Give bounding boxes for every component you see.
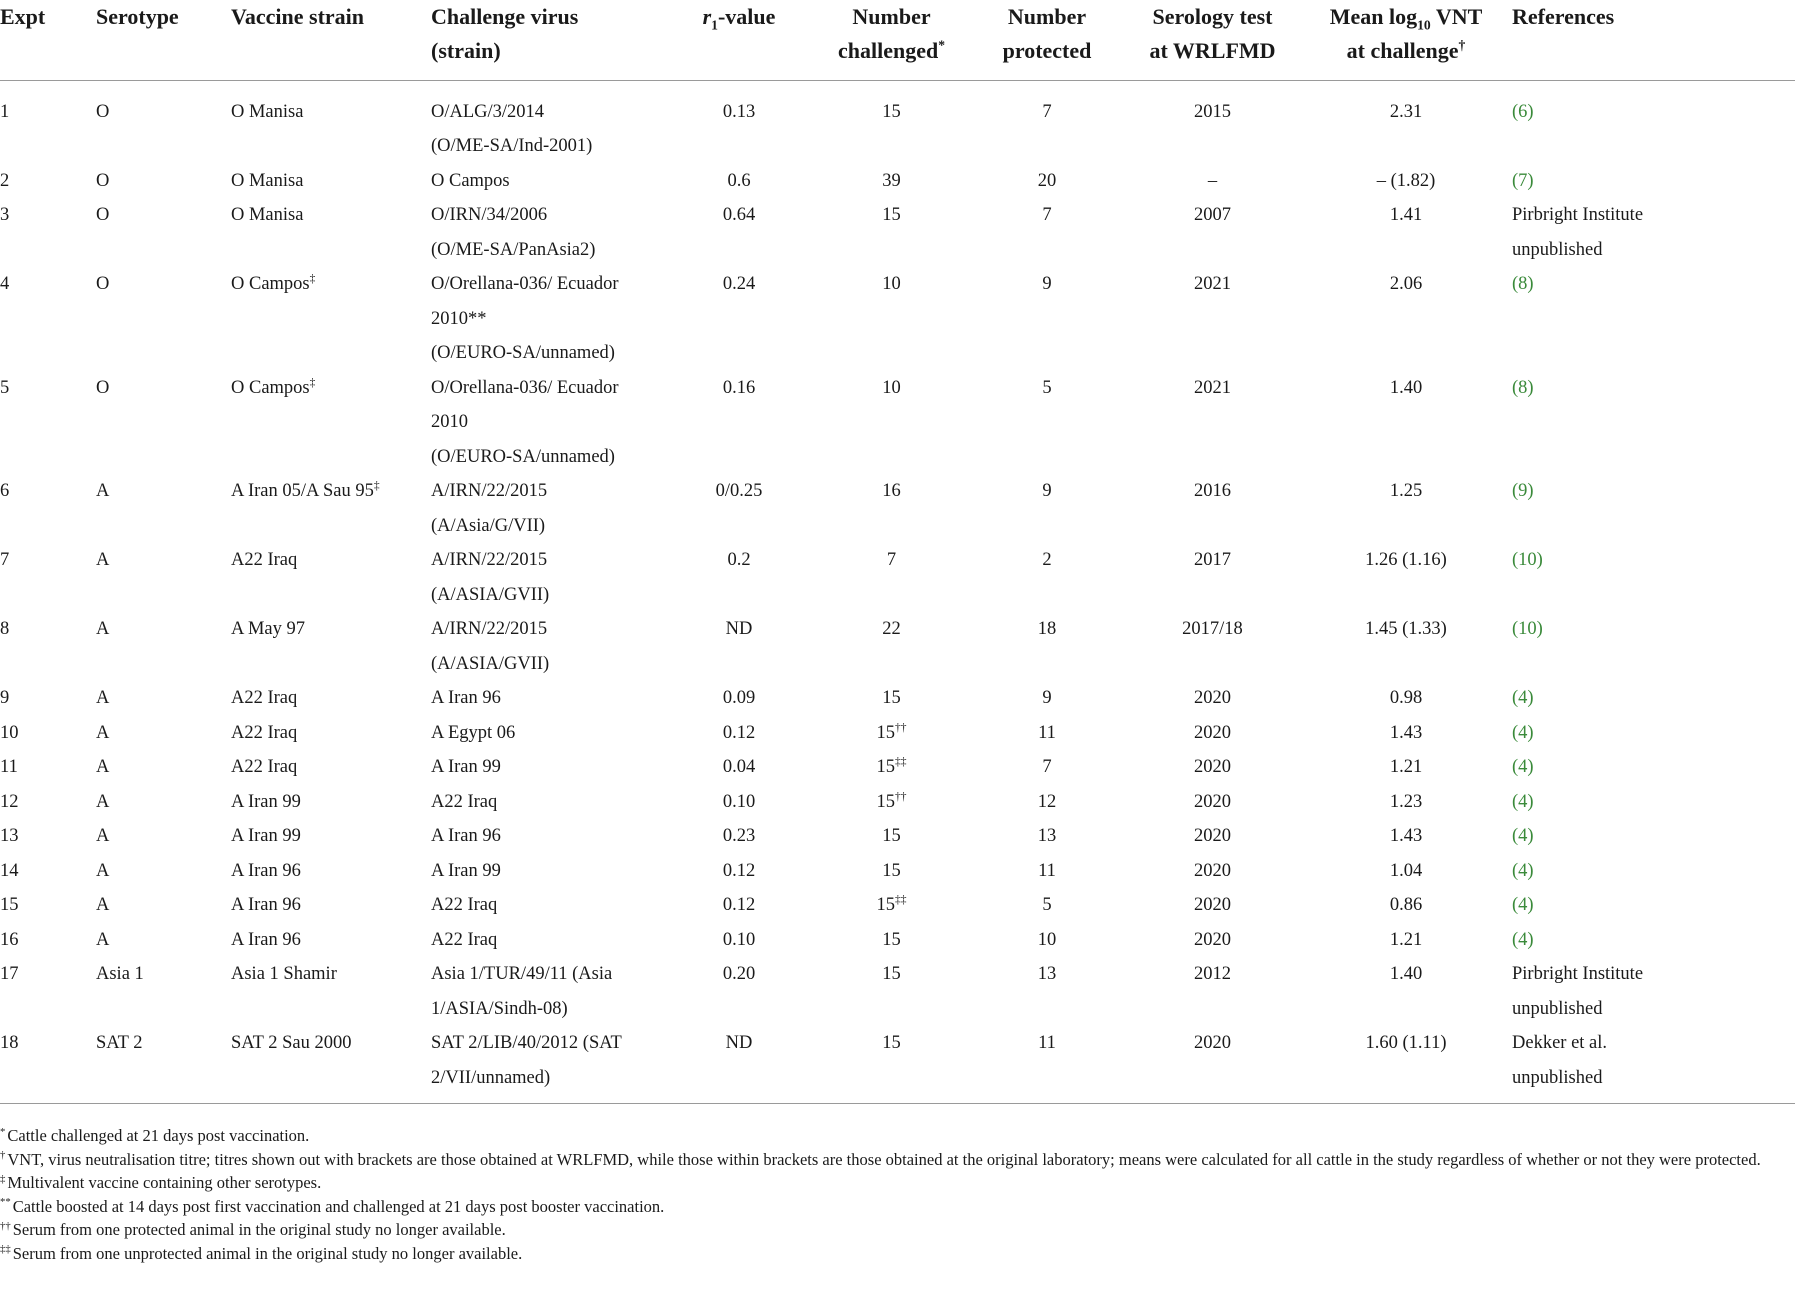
cell-vaccine-strain: A22 Iraq bbox=[231, 757, 298, 777]
cell-serotype: SAT 2 bbox=[96, 1033, 143, 1053]
reference-link: (4) bbox=[1512, 895, 1534, 915]
cell-number-protected: 11 bbox=[1038, 722, 1056, 743]
cell-challenge-virus: A Iran 99 bbox=[431, 860, 501, 881]
cell-vaccine-strain: O Campos‡ bbox=[231, 272, 316, 294]
cell-serotype: O bbox=[96, 377, 110, 398]
cell-number-protected: 13 bbox=[1037, 964, 1057, 984]
cell-expt: 2 bbox=[0, 170, 10, 191]
reference-link: (8) bbox=[1512, 274, 1534, 294]
cell-number-protected: 12 bbox=[1037, 791, 1057, 812]
cell-reference[interactable] bbox=[1512, 681, 1795, 716]
table-row bbox=[0, 198, 1795, 267]
cell-reference[interactable] bbox=[1512, 267, 1795, 371]
cell-challenge-virus: A Iran 96 bbox=[431, 688, 501, 708]
cell-mean-vnt: 1.21 bbox=[1389, 757, 1423, 777]
header-references: References bbox=[1512, 4, 1615, 29]
cell-number-challenged: 15‡‡ bbox=[876, 755, 907, 777]
cell-reference[interactable] bbox=[1512, 750, 1795, 785]
cell-reference[interactable] bbox=[1512, 474, 1795, 543]
cell-vaccine-strain: O Manisa bbox=[231, 170, 304, 191]
cell-challenge-virus: A22 Iraq bbox=[431, 929, 498, 950]
cell-expt: 17 bbox=[0, 964, 19, 984]
cell-serology-test: 2020 bbox=[1194, 688, 1231, 708]
cell-mean-vnt: 2.06 bbox=[1389, 274, 1423, 294]
reference-link: (4) bbox=[1512, 860, 1534, 881]
cell-number-protected: 10 bbox=[1037, 929, 1057, 950]
table-row bbox=[0, 888, 1795, 923]
table-row bbox=[0, 681, 1795, 716]
cell-serology-test: 2021 bbox=[1194, 274, 1231, 294]
cell-challenge-virus: O/ALG/3/2014 (O/ME-SA/Ind-2001) bbox=[431, 101, 593, 156]
cell-expt: 7 bbox=[0, 550, 10, 570]
cell-serology-test: – bbox=[1207, 170, 1218, 191]
cell-reference[interactable] bbox=[1512, 716, 1795, 751]
table-row bbox=[0, 1026, 1795, 1104]
cell-serotype: A bbox=[96, 550, 110, 570]
table-row bbox=[0, 267, 1795, 371]
cell-serotype: A bbox=[96, 895, 110, 915]
cell-serotype: O bbox=[96, 274, 110, 294]
cell-r1-value: ND bbox=[725, 1033, 753, 1053]
cell-serology-test: 2016 bbox=[1194, 481, 1231, 501]
table-row bbox=[0, 750, 1795, 785]
cell-vaccine-strain: O Manisa bbox=[231, 101, 304, 122]
cell-challenge-virus: A22 Iraq bbox=[431, 791, 498, 812]
cell-r1-value: ND bbox=[725, 619, 753, 639]
cell-reference[interactable] bbox=[1512, 80, 1795, 164]
cell-vaccine-strain: SAT 2 Sau 2000 bbox=[231, 1033, 352, 1053]
cell-number-protected: 9 bbox=[1042, 688, 1052, 708]
reference-link: (4) bbox=[1512, 722, 1534, 743]
cell-r1-value: 0.12 bbox=[722, 895, 756, 915]
cell-mean-vnt: – (1.82) bbox=[1376, 170, 1436, 191]
cell-number-protected: 9 bbox=[1042, 274, 1052, 294]
table-row bbox=[0, 80, 1795, 164]
cell-serology-test: 2020 bbox=[1194, 1033, 1231, 1053]
cell-reference[interactable] bbox=[1512, 819, 1795, 854]
cell-expt: 8 bbox=[0, 619, 10, 639]
reference-link: (4) bbox=[1512, 826, 1534, 846]
table-row bbox=[0, 474, 1795, 543]
cell-serotype: A bbox=[96, 826, 110, 846]
cell-reference[interactable] bbox=[1512, 923, 1795, 958]
cell-reference[interactable] bbox=[1512, 371, 1795, 475]
cell-serology-test: 2015 bbox=[1194, 101, 1231, 122]
cell-serotype: A bbox=[96, 722, 110, 743]
cell-serotype: A bbox=[96, 929, 110, 950]
cell-serology-test: 2007 bbox=[1194, 205, 1231, 225]
header-r1-value: $r_1$-value bbox=[702, 4, 776, 33]
cell-serology-test: 2020 bbox=[1194, 929, 1231, 950]
cell-number-challenged: 22 bbox=[882, 619, 901, 639]
cell-mean-vnt: 0.98 bbox=[1389, 688, 1423, 708]
cell-challenge-virus: A/IRN/22/2015 (A/ASIA/GVII) bbox=[431, 550, 550, 605]
cell-number-challenged: 15 bbox=[882, 205, 901, 225]
cell-r1-value: 0.12 bbox=[722, 722, 756, 743]
cell-serology-test: 2020 bbox=[1194, 757, 1231, 777]
reference-link: (7) bbox=[1512, 170, 1534, 191]
cell-mean-vnt: 1.04 bbox=[1389, 860, 1423, 881]
header-challenge-virus: Challenge virus (strain) bbox=[431, 4, 579, 63]
table-row bbox=[0, 854, 1795, 889]
header-serotype: Serotype bbox=[96, 4, 179, 29]
reference-link: (10) bbox=[1512, 619, 1543, 639]
cell-vaccine-strain: A Iran 96 bbox=[231, 860, 301, 881]
table-row bbox=[0, 716, 1795, 751]
cell-expt: 13 bbox=[0, 826, 19, 846]
reference-link: (6) bbox=[1512, 101, 1534, 122]
cell-mean-vnt: 1.60 (1.11) bbox=[1365, 1033, 1447, 1053]
cell-number-protected: 7 bbox=[1042, 101, 1052, 122]
cell-vaccine-strain: A Iran 99 bbox=[231, 826, 301, 846]
cell-challenge-virus: A22 Iraq bbox=[431, 895, 498, 915]
cell-reference[interactable] bbox=[1512, 164, 1795, 199]
cell-mean-vnt: 0.86 bbox=[1389, 895, 1423, 915]
cell-r1-value: 0.24 bbox=[722, 274, 756, 294]
cell-reference[interactable] bbox=[1512, 543, 1795, 612]
cell-number-protected: 11 bbox=[1038, 860, 1056, 881]
cell-vaccine-strain: A Iran 99 bbox=[231, 791, 301, 812]
cell-serotype: A bbox=[96, 481, 110, 501]
table-row bbox=[0, 957, 1795, 1026]
cell-expt: 4 bbox=[0, 274, 10, 294]
cell-mean-vnt: 1.40 bbox=[1389, 964, 1423, 984]
cell-vaccine-strain: A Iran 05/A Sau 95‡ bbox=[231, 479, 380, 501]
cell-mean-vnt: 1.40 bbox=[1389, 377, 1423, 398]
header-mean-vnt: Mean $\log_{10}$ VNT at challenge† bbox=[1329, 4, 1483, 63]
cell-number-challenged: 39 bbox=[882, 170, 901, 191]
cell-vaccine-strain: A22 Iraq bbox=[231, 550, 298, 570]
cell-mean-vnt: 1.43 bbox=[1389, 722, 1423, 743]
cell-number-protected: 11 bbox=[1038, 1033, 1056, 1053]
cell-number-challenged: 7 bbox=[886, 550, 897, 570]
cell-reference[interactable] bbox=[1512, 888, 1795, 923]
cell-r1-value: 0.64 bbox=[722, 205, 756, 225]
footnotes bbox=[0, 1125, 1795, 1266]
cell-mean-vnt: 1.23 bbox=[1389, 791, 1423, 812]
cell-number-challenged: 15 bbox=[882, 860, 901, 881]
cell-serotype: A bbox=[96, 791, 110, 812]
cell-reference[interactable] bbox=[1512, 785, 1795, 820]
header-number-protected: Number protected bbox=[1002, 4, 1092, 63]
cell-serology-test: 2020 bbox=[1194, 895, 1231, 915]
cell-expt: 12 bbox=[0, 791, 19, 812]
reference-link: (4) bbox=[1512, 929, 1534, 950]
cell-serology-test: 2012 bbox=[1194, 964, 1231, 984]
cell-r1-value: 0.10 bbox=[722, 929, 756, 950]
cell-number-challenged: 10 bbox=[882, 274, 901, 294]
cell-number-protected: 5 bbox=[1042, 895, 1052, 915]
cell-number-protected: 7 bbox=[1042, 757, 1052, 777]
cell-challenge-virus: O Campos bbox=[431, 170, 510, 191]
header-serology-test: Serology test at WRLFMD bbox=[1149, 4, 1276, 63]
cell-reference: Pirbright Institute unpublished bbox=[1512, 205, 1644, 260]
cell-r1-value: 0.2 bbox=[727, 550, 751, 570]
header-vaccine-strain: Vaccine strain bbox=[231, 4, 365, 29]
cell-number-challenged: 15 bbox=[882, 1033, 901, 1053]
cell-serotype: O bbox=[96, 170, 110, 191]
cell-number-challenged: 16 bbox=[882, 481, 901, 501]
footnote: ‡‡ Serum from one unprotected animal in the original study no longer available. bbox=[0, 1243, 523, 1263]
cell-expt: 16 bbox=[0, 929, 19, 950]
cell-number-challenged: 15 bbox=[882, 964, 901, 984]
reference-link: (4) bbox=[1512, 791, 1534, 812]
cell-number-protected: 5 bbox=[1042, 377, 1052, 398]
cell-r1-value: 0.16 bbox=[722, 377, 756, 398]
cell-number-challenged: 15†† bbox=[876, 721, 907, 743]
table-row bbox=[0, 819, 1795, 854]
cell-expt: 11 bbox=[0, 757, 18, 777]
cell-expt: 18 bbox=[0, 1033, 19, 1053]
cell-serotype: O bbox=[96, 101, 110, 122]
cell-challenge-virus: O/Orellana-036/ Ecuador 2010** (O/EURO-SA/unnamed) bbox=[431, 274, 619, 363]
cell-number-challenged: 10 bbox=[882, 377, 901, 398]
cell-number-challenged: 15 bbox=[882, 101, 901, 122]
reference-link: (4) bbox=[1512, 757, 1534, 777]
footnote: * Cattle challenged at 21 days post vaccination. bbox=[0, 1125, 310, 1145]
cell-serotype: O bbox=[96, 205, 110, 225]
reference-link: (10) bbox=[1512, 550, 1543, 570]
table-row bbox=[0, 923, 1795, 958]
cell-serology-test: 2021 bbox=[1194, 377, 1231, 398]
table-row bbox=[0, 371, 1795, 475]
cell-serology-test: 2020 bbox=[1194, 826, 1231, 846]
cell-number-challenged: 15 bbox=[882, 929, 901, 950]
cell-reference[interactable] bbox=[1512, 612, 1795, 681]
cell-expt: 9 bbox=[0, 688, 10, 708]
cell-r1-value: 0.09 bbox=[722, 688, 756, 708]
cell-serology-test: 2020 bbox=[1194, 860, 1231, 881]
cell-serotype: A bbox=[96, 860, 110, 881]
cell-vaccine-strain: A22 Iraq bbox=[231, 688, 298, 708]
cell-mean-vnt: 1.41 bbox=[1389, 205, 1423, 225]
cell-r1-value: 0.13 bbox=[722, 101, 756, 122]
cell-vaccine-strain: O Manisa bbox=[231, 205, 304, 225]
reference-link: (9) bbox=[1512, 481, 1534, 501]
cell-number-protected: 2 bbox=[1042, 550, 1052, 570]
table-row bbox=[0, 164, 1795, 199]
cell-challenge-virus: SAT 2/LIB/40/2012 (SAT 2/VII/unnamed) bbox=[431, 1033, 622, 1088]
cell-challenge-virus: A Iran 96 bbox=[431, 826, 501, 846]
cell-serotype: A bbox=[96, 619, 110, 639]
table-row bbox=[0, 612, 1795, 681]
cell-challenge-virus: O/Orellana-036/ Ecuador 2010 (O/EURO-SA/unnamed) bbox=[431, 377, 619, 467]
cell-mean-vnt: 1.26 (1.16) bbox=[1365, 550, 1447, 570]
cell-serotype: Asia 1 bbox=[96, 964, 144, 984]
cell-number-challenged: 15 bbox=[882, 688, 901, 708]
cell-expt: 10 bbox=[0, 722, 19, 743]
table-row bbox=[0, 543, 1795, 612]
cell-challenge-virus: A/IRN/22/2015 (A/Asia/G/VII) bbox=[431, 481, 548, 536]
cell-r1-value: 0.12 bbox=[722, 860, 756, 881]
cell-vaccine-strain: A May 97 bbox=[231, 619, 305, 639]
cell-r1-value: 0.20 bbox=[722, 964, 756, 984]
cell-number-protected: 7 bbox=[1042, 205, 1052, 225]
cell-reference: Dekker et al. unpublished bbox=[1512, 1033, 1608, 1088]
cell-serology-test: 2017 bbox=[1194, 550, 1231, 570]
cell-r1-value: 0/0.25 bbox=[715, 481, 763, 501]
cell-mean-vnt: 1.43 bbox=[1389, 826, 1423, 846]
cell-mean-vnt: 1.25 bbox=[1389, 481, 1423, 501]
cell-serology-test: 2020 bbox=[1194, 722, 1231, 743]
cell-challenge-virus: O/IRN/34/2006 (O/ME-SA/PanAsia2) bbox=[431, 205, 596, 260]
cell-challenge-virus: A Egypt 06 bbox=[431, 722, 516, 743]
cell-mean-vnt: 1.21 bbox=[1389, 929, 1423, 950]
cell-number-protected: 9 bbox=[1042, 481, 1052, 501]
cell-reference[interactable] bbox=[1512, 854, 1795, 889]
cell-expt: 6 bbox=[0, 481, 10, 501]
cell-r1-value: 0.10 bbox=[722, 791, 756, 812]
cell-expt: 5 bbox=[0, 377, 10, 398]
cell-vaccine-strain: A Iran 96 bbox=[231, 895, 301, 915]
cell-challenge-virus: Asia 1/TUR/49/11 (Asia 1/ASIA/Sindh-08) bbox=[431, 964, 613, 1019]
header-number-challenged: Number challenged* bbox=[837, 4, 946, 63]
table-row bbox=[0, 785, 1795, 820]
cell-expt: 15 bbox=[0, 895, 19, 915]
cell-vaccine-strain: O Campos‡ bbox=[231, 376, 316, 398]
cell-number-challenged: 15†† bbox=[876, 790, 907, 812]
cell-expt: 3 bbox=[0, 205, 10, 225]
header-expt: Expt bbox=[0, 4, 46, 29]
cell-r1-value: 0.6 bbox=[727, 170, 751, 191]
header-row bbox=[0, 0, 1795, 80]
cell-serology-test: 2020 bbox=[1194, 791, 1231, 812]
reference-link: (8) bbox=[1512, 377, 1534, 398]
cell-r1-value: 0.23 bbox=[722, 826, 756, 846]
cell-serotype: A bbox=[96, 757, 110, 777]
cell-number-protected: 13 bbox=[1037, 826, 1057, 846]
cell-vaccine-strain: A Iran 96 bbox=[231, 929, 301, 950]
cell-serotype: A bbox=[96, 688, 110, 708]
cell-mean-vnt: 2.31 bbox=[1389, 101, 1423, 122]
footnote: † VNT, virus neutralisation titre; titres shown out with brackets are those obtained at WRLFMD, while those within brackets are those obtained at the original laboratory; means were calculated for all cattle in the study regardless of whether or not they were protected. bbox=[0, 1149, 1761, 1169]
footnote: †† Serum from one protected animal in the original study no longer available. bbox=[0, 1219, 506, 1239]
cell-number-protected: 20 bbox=[1037, 170, 1057, 191]
cell-vaccine-strain: Asia 1 Shamir bbox=[231, 964, 337, 984]
cell-serology-test: 2017/18 bbox=[1182, 619, 1243, 639]
cell-expt: 1 bbox=[0, 101, 10, 122]
cell-number-protected: 18 bbox=[1037, 619, 1057, 639]
cell-expt: 14 bbox=[0, 860, 19, 881]
cell-r1-value: 0.04 bbox=[722, 757, 756, 777]
reference-link: (4) bbox=[1512, 688, 1534, 708]
footnote: ‡ Multivalent vaccine containing other serotypes. bbox=[0, 1172, 322, 1192]
cell-number-challenged: 15‡‡ bbox=[876, 893, 907, 915]
footnote: ** Cattle boosted at 14 days post first vaccination and challenged at 21 days post booster vaccination. bbox=[0, 1196, 665, 1216]
cell-challenge-virus: A Iran 99 bbox=[431, 757, 501, 777]
cell-vaccine-strain: A22 Iraq bbox=[231, 722, 298, 743]
cell-number-challenged: 15 bbox=[882, 826, 901, 846]
cell-reference: Pirbright Institute unpublished bbox=[1512, 964, 1644, 1019]
cell-mean-vnt: 1.45 (1.33) bbox=[1365, 619, 1447, 639]
cell-challenge-virus: A/IRN/22/2015 (A/ASIA/GVII) bbox=[431, 619, 550, 674]
